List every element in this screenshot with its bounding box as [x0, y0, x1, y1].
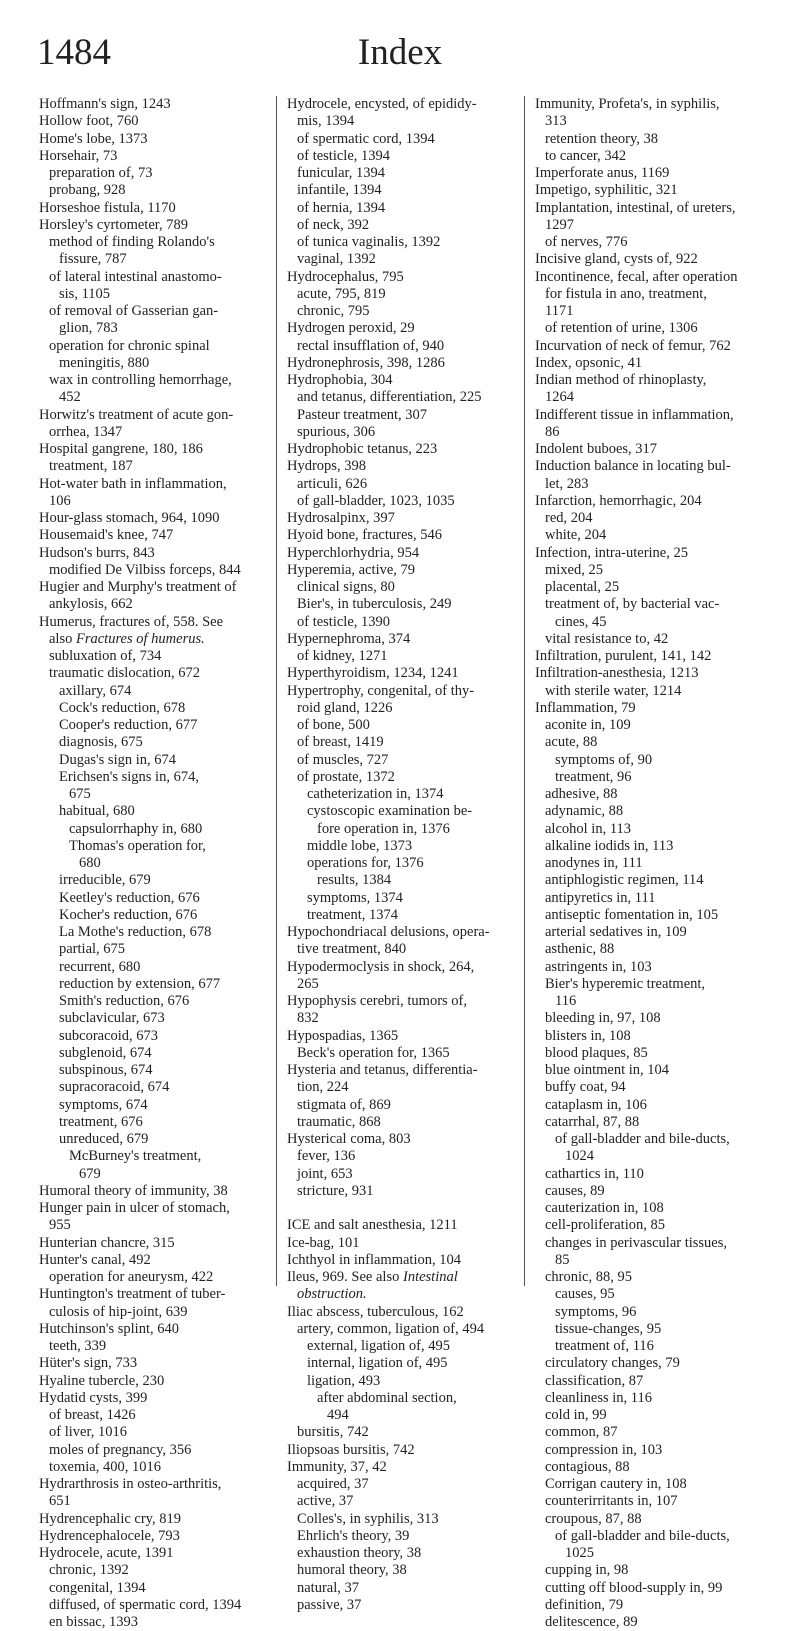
- index-entry: treatment of, by bacterial vac-: [545, 596, 720, 613]
- index-entry: en bissac, 1393: [49, 1614, 138, 1630]
- index-entry: tion, 224: [297, 1079, 349, 1096]
- index-entry: Impetigo, syphilitic, 321: [535, 182, 678, 199]
- index-entry: Hysteria and tetanus, differentia-: [287, 1062, 478, 1078]
- index-entry: of bone, 500: [297, 717, 370, 733]
- page-number: 1484: [37, 32, 111, 73]
- index-entry: Hudson's burrs, 843: [39, 544, 155, 561]
- index-entry: of liver, 1016: [49, 1424, 127, 1441]
- index-entry: active, 37: [297, 1493, 354, 1510]
- index-entry: irreducible, 679: [59, 872, 151, 889]
- index-entry: of spermatic cord, 1394: [297, 130, 435, 147]
- index-entry: of neck, 392: [297, 216, 370, 233]
- index-entry: Hugier and Murphy's treatment of: [39, 579, 237, 595]
- index-entry: tissue-changes, 95: [555, 1320, 662, 1337]
- index-entry: wax in controlling hemorrhage,: [49, 372, 232, 388]
- index-entry: reduction by extension, 677: [59, 975, 221, 992]
- index-entry: chronic, 795: [297, 303, 370, 319]
- index-entry: 651: [49, 1493, 71, 1510]
- index-entry: with sterile water, 1214: [545, 682, 682, 699]
- index-entry: Horsehair, 73: [39, 147, 118, 164]
- index-entry: infantile, 1394: [297, 182, 382, 199]
- column-divider: [524, 96, 525, 1286]
- index-entry: results, 1384: [317, 872, 392, 889]
- index-entry: 1024: [565, 1148, 594, 1165]
- index-entry: blue ointment in, 104: [545, 1062, 670, 1078]
- index-entry: sis, 1105: [59, 285, 111, 302]
- index-entry: cystoscopic examination be-: [307, 803, 473, 820]
- index-entry: anodynes in, 111: [545, 855, 643, 871]
- index-entry: Horwitz's treatment of acute gon-: [39, 406, 234, 423]
- index-entry: cines, 45: [555, 613, 607, 630]
- index-entry: operation for aneurysm, 422: [49, 1269, 214, 1285]
- index-entry: aconite in, 109: [545, 717, 631, 733]
- index-entry: treatment, 1374: [307, 906, 399, 923]
- index-entry: retention theory, 38: [545, 130, 659, 147]
- index-entry: of lateral intestinal anastomo-: [49, 268, 222, 285]
- index-entry: also Fractures of humerus.: [49, 630, 205, 647]
- index-entry: Humoral theory of immunity, 38: [39, 1182, 228, 1199]
- index-entry: teeth, 339: [49, 1338, 107, 1354]
- index-entry: Cock's reduction, 678: [59, 699, 186, 716]
- index-entry: Bier's hyperemic treatment,: [545, 975, 706, 992]
- index-entry: funicular, 1394: [297, 165, 386, 181]
- index-entry: passive, 37: [297, 1596, 362, 1613]
- index-entry: blood plaques, 85: [545, 1044, 648, 1061]
- index-entry: Infiltration-anesthesia, 1213: [535, 665, 699, 682]
- index-entry: 1025: [565, 1545, 594, 1561]
- index-entry: Bier's, in tuberculosis, 249: [297, 596, 452, 613]
- index-entry: Hydrencephalic cry, 819: [39, 1510, 181, 1527]
- index-entry: Hyoid bone, fractures, 546: [287, 527, 443, 544]
- index-entry: rectal insufflation of, 940: [297, 337, 445, 354]
- index-entry: Hospital gangrene, 180, 186: [39, 441, 203, 457]
- index-entry: Horseshoe fistula, 1170: [39, 199, 176, 216]
- index-entry: Infiltration, purulent, 141, 142: [535, 648, 712, 664]
- index-entry: cauterization in, 108: [545, 1200, 664, 1216]
- index-entry: Hydrarthrosis in osteo-arthritis,: [39, 1476, 222, 1492]
- index-entry: articuli, 626: [297, 475, 368, 492]
- index-entry: 955: [49, 1217, 71, 1234]
- index-entry: obstruction.: [297, 1286, 367, 1303]
- index-entry: Hydronephrosis, 398, 1286: [287, 354, 445, 371]
- index-entry: preparation of, 73: [49, 165, 153, 181]
- index-entry: placental, 25: [545, 579, 620, 595]
- index-entry: artery, common, ligation of, 494: [297, 1320, 485, 1337]
- index-entry: 86: [545, 423, 560, 440]
- index-entry: Hypodermoclysis in shock, 264,: [287, 958, 475, 975]
- index-entry: cutting off blood-supply in, 99: [545, 1579, 723, 1596]
- index-entry: 679: [79, 1165, 101, 1182]
- index-entry: Housemaid's knee, 747: [39, 527, 174, 544]
- index-entry: habitual, 680: [59, 803, 135, 820]
- index-entry: common, 87: [545, 1424, 618, 1441]
- index-entry: Colles's, in syphilis, 313: [297, 1510, 439, 1527]
- index-entry: tive treatment, 840: [297, 941, 407, 958]
- index-entry: of prostate, 1372: [297, 768, 395, 785]
- index-entry: classification, 87: [545, 1372, 644, 1389]
- index-entry: subclavicular, 673: [59, 1010, 165, 1027]
- index-entry: external, ligation of, 495: [307, 1338, 450, 1354]
- index-entry: catarrhal, 87, 88: [545, 1113, 640, 1130]
- index-entry: symptoms, 96: [555, 1303, 637, 1320]
- index-entry: treatment, 187: [49, 458, 133, 475]
- index-entry: diffused, of spermatic cord, 1394: [49, 1596, 242, 1613]
- index-entry: acute, 795, 819: [297, 285, 386, 302]
- index-entry: acute, 88: [545, 734, 598, 751]
- index-entry: causes, 95: [555, 1286, 615, 1303]
- index-entry: treatment of, 116: [555, 1338, 654, 1354]
- index-entry: Ichthyol in inflammation, 104: [287, 1251, 461, 1268]
- index-entry: 452: [59, 389, 81, 406]
- index-entry: moles of pregnancy, 356: [49, 1441, 192, 1458]
- index-entry: alcohol in, 113: [545, 820, 632, 837]
- index-entry: Hydrocephalus, 795: [287, 268, 404, 285]
- blank-line: [287, 1200, 517, 1217]
- index-entry: joint, 653: [297, 1165, 353, 1182]
- index-entry: Ileus, 969. See also Intestinal: [287, 1269, 458, 1285]
- index-entry: capsulorrhaphy in, 680: [69, 820, 203, 837]
- index-entry: of hernia, 1394: [297, 199, 386, 216]
- index-entry: subcoracoid, 673: [59, 1027, 159, 1044]
- index-entry: orrhea, 1347: [49, 423, 123, 440]
- index-entry: Hot-water bath in inflammation,: [39, 475, 227, 492]
- index-entry: toxemia, 400, 1016: [49, 1458, 161, 1475]
- index-entry: operation for chronic spinal: [49, 337, 210, 354]
- index-entry: chronic, 88, 95: [545, 1269, 632, 1285]
- index-entry: Hydrencephalocele, 793: [39, 1527, 180, 1544]
- index-entry: Indifferent tissue in inflammation,: [535, 406, 734, 423]
- index-entry: Hydrophobic tetanus, 223: [287, 441, 438, 457]
- index-entry: adhesive, 88: [545, 786, 618, 802]
- index-entry: of retention of urine, 1306: [545, 320, 698, 337]
- index-entry: Incontinence, fecal, after operation: [535, 268, 738, 285]
- index-entry: subspinous, 674: [59, 1062, 153, 1078]
- index-entry: bleeding in, 97, 108: [545, 1010, 661, 1027]
- index-entry: Erichsen's signs in, 674,: [59, 768, 199, 785]
- index-entry: of breast, 1419: [297, 734, 384, 751]
- index-entry: of testicle, 1394: [297, 147, 391, 164]
- index-entry: Hysterical coma, 803: [287, 1131, 411, 1147]
- index-entry: Home's lobe, 1373: [39, 130, 148, 147]
- index-entry: asthenic, 88: [545, 941, 615, 958]
- index-entry: white, 204: [545, 527, 607, 544]
- index-column-2: [287, 96, 517, 1614]
- index-entry: delitescence, 89: [545, 1614, 638, 1630]
- index-entry: Hunger pain in ulcer of stomach,: [39, 1200, 230, 1216]
- index-entry: cataplasm in, 106: [545, 1096, 647, 1113]
- index-entry: of testicle, 1390: [297, 613, 391, 630]
- index-entry: acquired, 37: [297, 1476, 369, 1492]
- index-entry: Thomas's operation for,: [69, 837, 206, 854]
- index-entry: of kidney, 1271: [297, 648, 388, 664]
- index-entry: Indian method of rhinoplasty,: [535, 372, 707, 388]
- index-entry: cupping in, 98: [545, 1562, 629, 1579]
- index-entry: red, 204: [545, 510, 593, 526]
- index-entry: Immunity, 37, 42: [287, 1458, 387, 1475]
- index-entry: cell-proliferation, 85: [545, 1217, 665, 1234]
- index-entry: of gall-bladder and bile-ducts,: [555, 1131, 730, 1147]
- index-entry: Inflammation, 79: [535, 699, 636, 716]
- page-title: Index: [357, 32, 443, 73]
- index-entry: Immunity, Profeta's, in syphilis,: [535, 96, 720, 112]
- index-entry: Hutchinson's splint, 640: [39, 1320, 179, 1337]
- index-entry: and tetanus, differentiation, 225: [297, 389, 482, 406]
- index-entry: operations for, 1376: [307, 855, 424, 871]
- index-entry: middle lobe, 1373: [307, 837, 413, 854]
- index-entry: Hollow foot, 760: [39, 113, 139, 130]
- index-entry: Hydrogen peroxid, 29: [287, 320, 415, 337]
- index-column-1: [39, 96, 264, 1631]
- index-entry: Hoffmann's sign, 1243: [39, 96, 171, 112]
- index-entry: Dugas's sign in, 674: [59, 751, 177, 768]
- index-entry: congenital, 1394: [49, 1579, 146, 1596]
- index-entry: internal, ligation of, 495: [307, 1355, 448, 1372]
- index-entry: stigmata of, 869: [297, 1096, 391, 1113]
- index-entry: treatment, 96: [555, 768, 632, 785]
- index-entry: Hypertrophy, congenital, of thy-: [287, 682, 475, 699]
- index-entry: of breast, 1426: [49, 1407, 136, 1423]
- index-entry: probang, 928: [49, 182, 126, 199]
- index-entry: Huntington's treatment of tuber-: [39, 1286, 226, 1303]
- index-entry: stricture, 931: [297, 1182, 374, 1199]
- index-entry: Hyperthyroidism, 1234, 1241: [287, 665, 459, 682]
- index-entry: Hypospadias, 1365: [287, 1027, 399, 1044]
- index-entry: Beck's operation for, 1365: [297, 1044, 450, 1061]
- index-entry: traumatic dislocation, 672: [49, 665, 201, 682]
- index-entry: antiseptic fomentation in, 105: [545, 906, 719, 923]
- index-entry: cold in, 99: [545, 1407, 607, 1423]
- index-entry: Infection, intra-uterine, 25: [535, 544, 688, 561]
- index-entry: 1171: [545, 303, 574, 319]
- index-entry: blisters in, 108: [545, 1027, 631, 1044]
- index-entry: Hüter's sign, 733: [39, 1355, 138, 1372]
- index-entry: Hydrocele, acute, 1391: [39, 1545, 174, 1561]
- index-entry: 265: [297, 975, 319, 992]
- index-entry: Index, opsonic, 41: [535, 354, 643, 371]
- index-entry: treatment, 676: [59, 1113, 143, 1130]
- index-entry: natural, 37: [297, 1579, 360, 1596]
- index-entry: Corrigan cautery in, 108: [545, 1476, 687, 1492]
- index-entry: Hour-glass stomach, 964, 1090: [39, 510, 220, 526]
- index-entry: causes, 89: [545, 1182, 605, 1199]
- index-entry: let, 283: [545, 475, 589, 492]
- index-entry: Hunterian chancre, 315: [39, 1234, 175, 1251]
- index-entry: Hyaline tubercle, 230: [39, 1372, 165, 1389]
- index-entry: ICE and salt anesthesia, 1211: [287, 1217, 458, 1234]
- index-entry: clinical signs, 80: [297, 579, 395, 595]
- index-entry: Ehrlich's theory, 39: [297, 1527, 410, 1544]
- index-entry: Indolent buboes, 317: [535, 441, 658, 457]
- index-entry: to cancer, 342: [545, 147, 627, 164]
- index-entry: vaginal, 1392: [297, 251, 376, 268]
- index-entry: fever, 136: [297, 1148, 356, 1165]
- index-entry: for fistula in ano, treatment,: [545, 285, 707, 302]
- index-entry: catheterization in, 1374: [307, 786, 444, 802]
- index-entry: partial, 675: [59, 941, 126, 958]
- index-entry: mis, 1394: [297, 113, 355, 130]
- index-entry: of gall-bladder, 1023, 1035: [297, 492, 455, 509]
- index-entry: adynamic, 88: [545, 803, 624, 820]
- index-entry: subluxation of, 734: [49, 648, 162, 664]
- index-entry: 106: [49, 492, 71, 509]
- index-entry: buffy coat, 94: [545, 1079, 626, 1096]
- index-entry: method of finding Rolando's: [49, 234, 215, 250]
- index-entry: roid gland, 1226: [297, 699, 393, 716]
- index-entry: subglenoid, 674: [59, 1044, 152, 1061]
- index-entry: Incisive gland, cysts of, 922: [535, 251, 698, 268]
- index-entry: symptoms, 1374: [307, 889, 403, 906]
- index-entry: chronic, 1392: [49, 1562, 129, 1579]
- index-entry: glion, 783: [59, 320, 118, 337]
- index-entry: Keetley's reduction, 676: [59, 889, 200, 906]
- index-entry: Cooper's reduction, 677: [59, 717, 198, 733]
- index-entry: of tunica vaginalis, 1392: [297, 234, 441, 250]
- index-entry: Hydrophobia, 304: [287, 372, 393, 388]
- index-entry: Iliac abscess, tuberculous, 162: [287, 1303, 464, 1320]
- index-entry: meningitis, 880: [59, 354, 150, 371]
- index-entry: of removal of Gasserian gan-: [49, 303, 219, 319]
- index-entry: 1297: [545, 216, 574, 233]
- index-entry: of gall-bladder and bile-ducts,: [555, 1527, 730, 1544]
- index-entry: cleanliness in, 116: [545, 1389, 652, 1406]
- index-entry: 1264: [545, 389, 574, 406]
- index-entry: fissure, 787: [59, 251, 127, 268]
- index-entry: astringents in, 103: [545, 958, 652, 975]
- index-entry: humoral theory, 38: [297, 1562, 407, 1579]
- index-entry: of muscles, 727: [297, 751, 389, 768]
- index-entry: modified De Vilbiss forceps, 844: [49, 561, 241, 578]
- index-entry: of nerves, 776: [545, 234, 628, 250]
- index-entry: definition, 79: [545, 1596, 624, 1613]
- index-entry: symptoms, 674: [59, 1096, 148, 1113]
- index-entry: 85: [555, 1251, 570, 1268]
- index-entry: Hydrops, 398: [287, 458, 366, 475]
- index-entry: 494: [327, 1407, 349, 1423]
- index-entry: McBurney's treatment,: [69, 1148, 202, 1165]
- index-entry: Hydrosalpinx, 397: [287, 510, 395, 526]
- index-entry: Kocher's reduction, 676: [59, 906, 198, 923]
- index-entry: Hypernephroma, 374: [287, 630, 411, 647]
- index-entry: antiphlogistic regimen, 114: [545, 872, 704, 889]
- index-entry: changes in perivascular tissues,: [545, 1234, 728, 1251]
- index-entry: 313: [545, 113, 567, 130]
- index-entry: 116: [555, 993, 577, 1009]
- index-entry: ankylosis, 662: [49, 596, 133, 613]
- index-entry: Hypochondriacal delusions, opera-: [287, 924, 490, 940]
- index-entry: Induction balance in locating bul-: [535, 458, 731, 475]
- index-entry: arterial sedatives in, 109: [545, 924, 687, 940]
- index-entry: bursitis, 742: [297, 1424, 369, 1441]
- index-entry: 680: [79, 855, 101, 871]
- index-entry: diagnosis, 675: [59, 734, 143, 751]
- index-entry: croupous, 87, 88: [545, 1510, 642, 1527]
- index-entry: vital resistance to, 42: [545, 630, 669, 647]
- index-entry: supracoracoid, 674: [59, 1079, 170, 1096]
- index-entry: symptoms of, 90: [555, 751, 653, 768]
- index-entry: circulatory changes, 79: [545, 1355, 680, 1372]
- index-entry: Incurvation of neck of femur, 762: [535, 337, 731, 354]
- index-entry: mixed, 25: [545, 561, 603, 578]
- index-column-3: [535, 96, 770, 1631]
- index-entry: exhaustion theory, 38: [297, 1545, 422, 1561]
- index-entry: Imperforate anus, 1169: [535, 165, 670, 181]
- index-entry: Horsley's cyrtometer, 789: [39, 216, 189, 233]
- index-entry: Hydrocele, encysted, of epididy-: [287, 96, 477, 112]
- index-entry: Iliopsoas bursitis, 742: [287, 1441, 415, 1458]
- index-entry: Hypophysis cerebri, tumors of,: [287, 993, 468, 1009]
- index-entry: traumatic, 868: [297, 1113, 381, 1130]
- index-entry: Hydatid cysts, 399: [39, 1389, 148, 1406]
- index-entry: 832: [297, 1010, 319, 1027]
- index-entry: Hunter's canal, 492: [39, 1251, 151, 1268]
- index-entry: axillary, 674: [59, 682, 132, 699]
- index-entry: fore operation in, 1376: [317, 820, 450, 837]
- index-entry: Humerus, fractures of, 558. See: [39, 613, 224, 630]
- index-entry: cathartics in, 110: [545, 1165, 644, 1182]
- index-entry: after abdominal section,: [317, 1389, 457, 1406]
- index-entry: Smith's reduction, 676: [59, 993, 190, 1009]
- index-entry: culosis of hip-joint, 639: [49, 1303, 188, 1320]
- index-entry: 675: [69, 786, 91, 802]
- index-entry: La Mothe's reduction, 678: [59, 924, 212, 940]
- page-header: [0, 30, 800, 75]
- index-entry: compression in, 103: [545, 1441, 663, 1458]
- index-entry: antipyretics in, 111: [545, 889, 656, 906]
- index-entry: unreduced, 679: [59, 1131, 149, 1147]
- index-entry: alkaline iodids in, 113: [545, 837, 674, 854]
- index-entry: recurrent, 680: [59, 958, 141, 975]
- index-entry: Pasteur treatment, 307: [297, 406, 428, 423]
- index-entry: Hyperchlorhydria, 954: [287, 544, 420, 561]
- index-entry: Implantation, intestinal, of ureters,: [535, 199, 736, 216]
- column-divider: [276, 96, 277, 1286]
- index-entry: ligation, 493: [307, 1372, 381, 1389]
- index-entry: Ice-bag, 101: [287, 1234, 360, 1251]
- index-entry: spurious, 306: [297, 423, 376, 440]
- index-entry: Hyperemia, active, 79: [287, 561, 416, 578]
- index-entry: contagious, 88: [545, 1458, 630, 1475]
- index-entry: counterirritants in, 107: [545, 1493, 678, 1510]
- index-entry: Infarction, hemorrhagic, 204: [535, 492, 702, 509]
